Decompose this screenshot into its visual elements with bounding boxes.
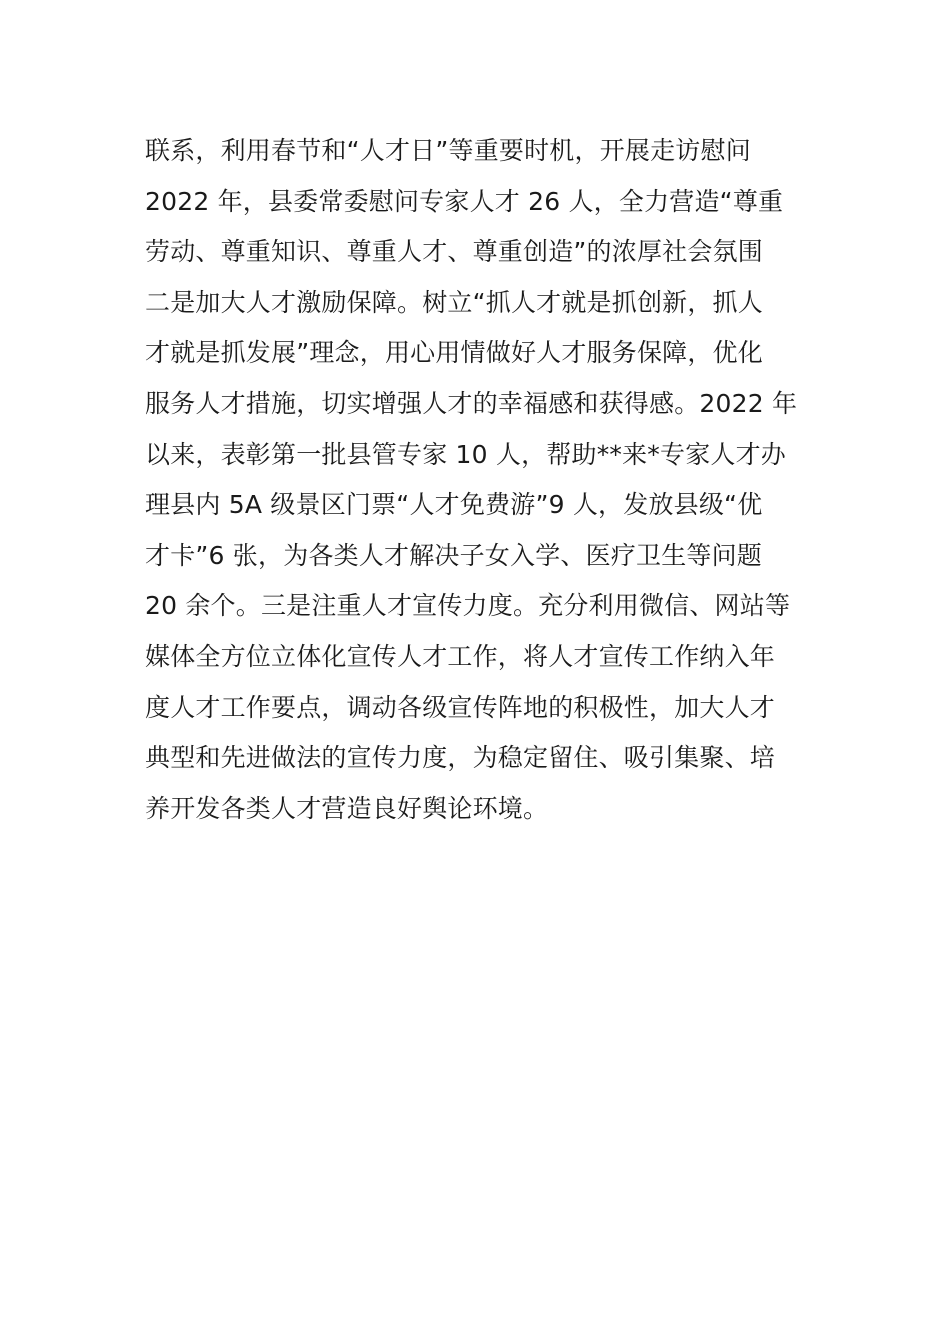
text-line-5: 才就是抓发展”理念，用心用情做好人才服务保障，优化 <box>145 338 763 368</box>
text-line-12: 度人才工作要点，调动各级宣传阵地的积极性，加大人才 <box>145 692 776 722</box>
text-line-8: 理县内 5A 级景区门票“人才免费游”9 人，发放县级“优 <box>145 490 763 520</box>
text-line-3: 劳动、尊重知识、尊重人才、尊重创造”的浓厚社会氛围 <box>145 237 763 267</box>
body-paragraph <box>145 126 825 834</box>
text-line-14: 养开发各类人才营造良好舆论环境。 <box>145 793 549 823</box>
text-line-13: 典型和先进做法的宣传力度，为稳定留住、吸引集聚、培 <box>145 743 776 773</box>
text-line-1: 联系，利用春节和“人才日”等重要时机，开展走访慰问 <box>145 136 751 165</box>
text-line-6: 服务人才措施，切实增强人才的幸福感和获得感。2022 年 <box>145 388 798 418</box>
text-line-9: 才卡”6 张，为各类人才解决子女入学、医疗卫生等问题 <box>145 540 763 570</box>
text-line-11: 媒体全方位立体化宣传人才工作，将人才宣传工作纳入年 <box>145 641 776 671</box>
text-line-7: 以来，表彰第一批县管专家 10 人，帮助**来*专家人才办 <box>145 439 787 469</box>
text-line-2: 2022 年，县委常委慰问专家人才 26 人，全力营造“尊重 <box>145 186 784 216</box>
text-line-4: 二是加大人才激励保障。树立“抓人才就是抓创新，抓人 <box>145 287 763 317</box>
text-line-10: 20 余个。三是注重人才宣传力度。充分利用微信、网站等 <box>145 591 791 621</box>
